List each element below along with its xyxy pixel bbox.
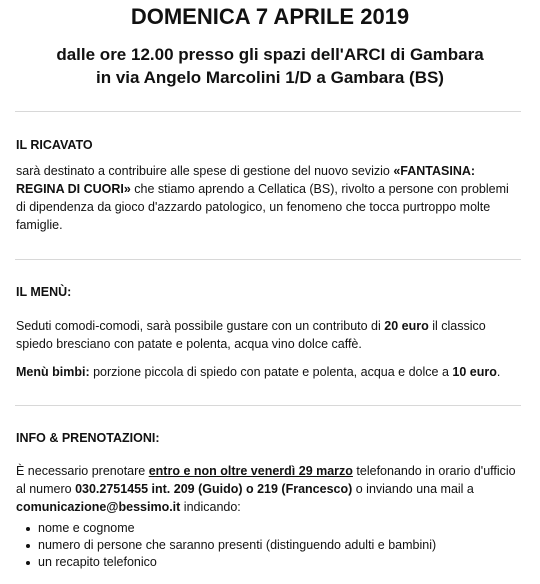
kids-menu-paragraph [16,363,516,381]
list-item-text: un recapito telefonico [38,555,157,569]
project-name: «FANTASINA: REGINA DI CUORI» [16,164,476,196]
menu-paragraph [16,317,516,353]
list-item [16,537,516,554]
required-info-list [16,520,516,571]
ricavato-text-start: sarà destinato a contribuire alle spese di gestione del nuovo sevizio [16,164,394,178]
bullet-icon [26,544,30,548]
divider [15,111,521,112]
menu-text-start: Seduti comodi-comodi, sarà possibile gustare con un contributo di [16,319,385,333]
menu-text-end: il classico spiedo bresciano con patate e polenta, acqua vino dolce caffè. [16,319,486,351]
menu-price: 20 euro [384,319,429,333]
ricavato-paragraph [16,162,516,234]
section-heading-ricavato: IL RICAVATO [16,138,93,152]
divider [15,405,521,406]
event-address: in via Angelo Marcolini 1/D a Gambara (BS) [96,68,444,87]
info-text-4: indicando: [180,500,241,514]
list-item-text: nome e cognome [38,521,135,535]
info-text-3: o inviando una mail a [352,482,474,496]
list-item [16,554,516,571]
event-time-location: dalle ore 12.00 presso gli spazi dell'ARCI di Gambara [56,45,484,64]
info-text-1: È necessario prenotare [16,464,149,478]
email-address[interactable]: comunicazione@bessimo.it [16,500,181,514]
ricavato-text-end: che stiamo aprendo a Cellatica (BS), rivolto a persone con problemi di dipendenza da gioco d'azzardo patologico, un fenomeno che tocca purtroppo molte famiglie. [16,182,509,232]
section-heading-menu: IL MENÙ: [16,285,72,299]
page-title: DOMENICA 7 APRILE 2019 [130,4,410,29]
bullet-icon [26,527,30,531]
info-text-2: telefonando in orario d'ufficio al numero [16,464,516,496]
kids-menu-label: Menù bimbi: [16,365,90,379]
kids-menu-price: 10 euro [452,365,497,379]
phone-number: 030.2751455 int. 209 (Guido) o 219 (Francesco) [75,482,353,496]
list-item-text: numero di persone che saranno presenti (distinguendo adulti e bambini) [38,538,437,552]
info-paragraph [16,462,516,516]
kids-menu-end: . [496,365,501,379]
divider [15,259,521,260]
bullet-icon [26,561,30,565]
list-item [16,520,516,537]
booking-deadline: entro e non oltre venerdì 29 marzo [148,464,353,478]
section-heading-info: INFO & PRENOTAZIONI: [16,431,160,445]
kids-menu-text: porzione piccola di spiedo con patate e polenta, acqua e dolce a [89,365,453,379]
